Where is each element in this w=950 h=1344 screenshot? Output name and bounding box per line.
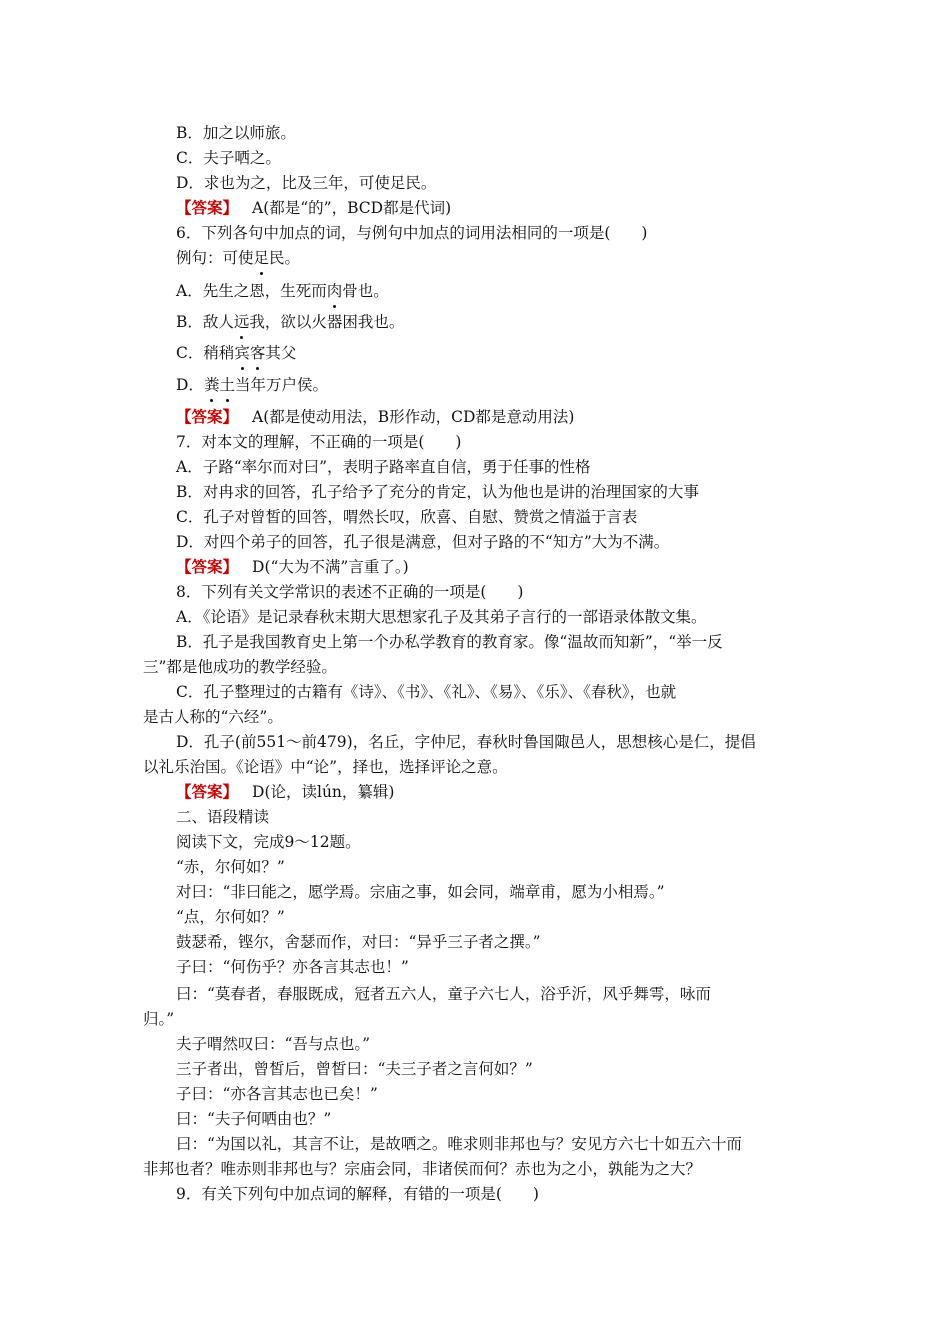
option-c-line: C．稍稍宾客其父 [176, 341, 296, 365]
passage-line-continued: 归。” [143, 1010, 175, 1028]
passage-line: 对曰：“非曰能之，愿学焉。宗庙之事，如会同，端章甫，愿为小相焉。” [176, 883, 665, 901]
option-a-line: A．先生之恩，生死而肉骨也。 [176, 279, 389, 303]
section-heading: 二、语段精读 [176, 808, 270, 826]
option-c-line: C．孔子对曾皙的回答，喟然长叹，欣喜、自慰、赞赏之情溢于言表 [176, 508, 638, 526]
option-b-line: B．敌人远我，欲以火器困我也。 [176, 310, 404, 334]
passage-line: 三子者出，曾皙后，曾皙曰：“夫三子者之言何如？” [176, 1060, 533, 1078]
option-b-continued: 三”都是他成功的教学经验。 [143, 658, 337, 676]
question-6: 6．下列各句中加点的词，与例句中加点的词用法相同的一项是( ) [176, 224, 648, 242]
answer-text: D(“大为不满”言重了。) [252, 558, 409, 576]
passage-line: “点，尔何如？” [176, 908, 285, 926]
question-8: 8．下列有关文学常识的表述不正确的一项是( ) [176, 583, 524, 601]
answer-line-8 [176, 780, 394, 804]
passage-line: 曰：“莫春者，春服既成，冠者五六人，童子六七人，浴乎沂，风乎舞雩，咏而 [176, 985, 711, 1003]
answer-text: A(都是“的”，BCD都是代词) [252, 199, 452, 217]
answer-text: D(论，读lún，纂辑) [252, 783, 395, 801]
answer-tag: 【答案】 [176, 408, 239, 426]
option-d-line: D．对四个弟子的回答，孔子很是满意，但对子路的不“知方”大为不满。 [176, 533, 670, 551]
answer-tag: 【答案】 [176, 199, 239, 217]
question-7: 7．对本文的理解，不正确的一项是( ) [176, 433, 462, 451]
option-a-line: A．《论语》是记录春秋末期大思想家孔子及其弟子言行的一部语录体散文集。 [176, 608, 707, 626]
answer-text: A(都是使动用法，B形作动，CD都是意动用法) [252, 408, 575, 426]
passage-line-continued: 非邦也者？唯赤则非邦也与？宗庙会同，非诸侯而何？赤也为之小，孰能为之大？ [143, 1160, 702, 1178]
option-c-line: C．夫子哂之。 [176, 149, 281, 167]
answer-line-7 [176, 555, 409, 579]
passage-line: 曰：“夫子何哂由也？” [176, 1110, 332, 1128]
option-a-line: A．子路“率尔而对曰”，表明子路率直自信，勇于任事的性格 [176, 458, 591, 476]
answer-tag: 【答案】 [176, 783, 239, 801]
passage-line: 鼓瑟希，铿尔，舍瑟而作，对曰：“异乎三子者之撰。” [176, 933, 541, 951]
passage-line: 子曰：“亦各言其志也已矣！” [176, 1085, 378, 1103]
reading-instruction: 阅读下文，完成9～12题。 [176, 833, 361, 851]
option-c-continued: 是古人称的“六经”。 [143, 708, 283, 726]
answer-line-6 [176, 405, 574, 429]
answer-line-5 [176, 196, 451, 220]
passage-line: 子曰：“何伤乎？亦各言其志也！” [176, 958, 409, 976]
passage-line: “赤，尔何如？” [176, 858, 285, 876]
option-d-continued: 以礼乐治国。《论语》中“论”，择也，选择评论之意。 [143, 758, 508, 776]
option-d-line: D．粪土当年万户侯。 [176, 373, 328, 397]
option-d-line: D．求也为之，比及三年，可使足民。 [176, 174, 437, 192]
passage-line: 曰：“为国以礼，其言不让，是故哂之。唯求则非邦也与？安见方六七十如五六十而 [176, 1135, 742, 1153]
passage-line: 夫子喟然叹曰：“吾与点也。” [176, 1035, 371, 1053]
option-b-line: B．加之以师旅。 [176, 124, 296, 142]
example-sentence: 例句：可使足民。 [176, 246, 300, 270]
answer-tag: 【答案】 [176, 558, 239, 576]
question-9: 9．有关下列句中加点词的解释，有错的一项是( ) [176, 1185, 539, 1203]
option-d-line: D．孔子(前551～前479)，名丘，字仲尼，春秋时鲁国陬邑人，思想核心是仁，提倡 [176, 733, 756, 751]
option-b-line: B．孔子是我国教育史上第一个办私学教育的教育家。像“温故而知新”，“举一反 [176, 633, 723, 651]
option-b-line: B．对冉求的回答，孔子给予了充分的肯定，认为他也是讲的治理国家的大事 [176, 483, 699, 501]
option-c-line: C．孔子整理过的古籍有《诗》、《书》、《礼》、《易》、《乐》、《春秋》，也就 [176, 683, 677, 701]
